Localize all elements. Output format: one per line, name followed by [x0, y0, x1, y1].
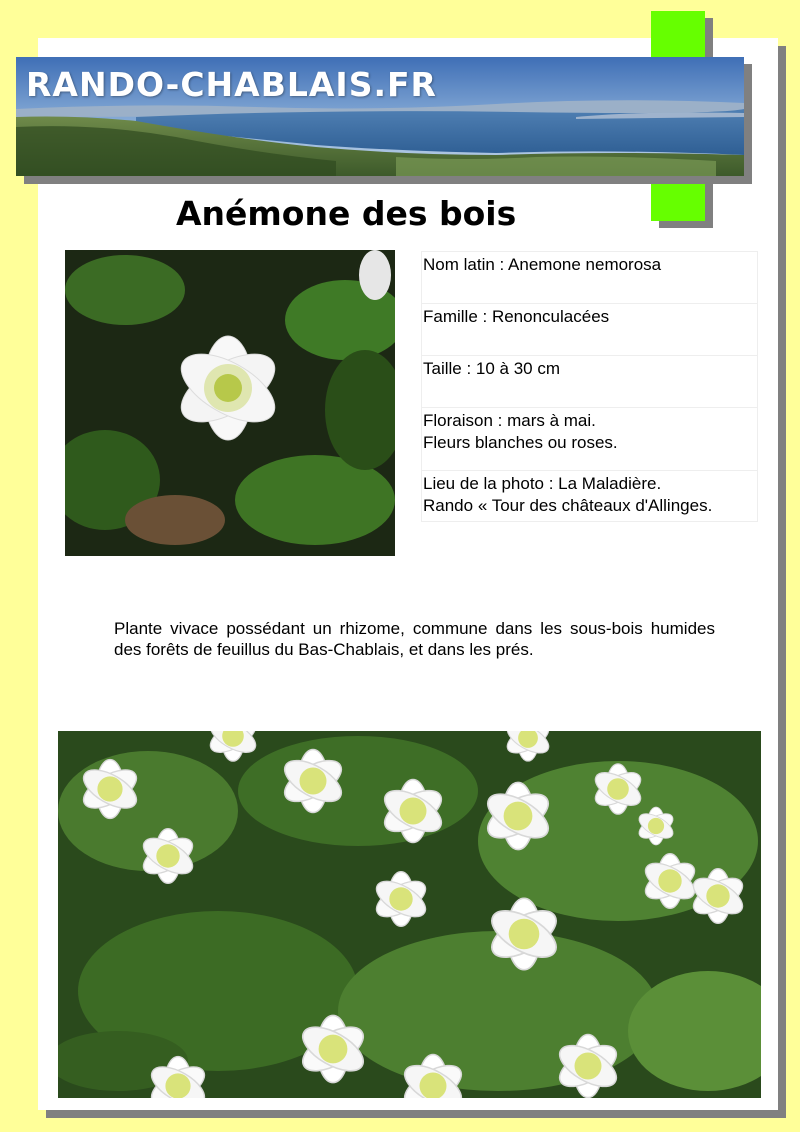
anemone-field-photo — [58, 731, 761, 1098]
plant-size: Taille : 10 à 30 cm — [423, 359, 561, 378]
family-row — [422, 304, 758, 356]
photo-location: Lieu de la photo : La Maladière. — [423, 474, 662, 493]
family: Famille : Renonculacées — [423, 307, 610, 326]
flower-closeup-image — [65, 250, 395, 556]
header-banner — [16, 57, 744, 176]
flowering-row — [422, 408, 758, 471]
plant-description: Plante vivace possédant un rhizome, commune dans les sous-bois humides des forêts de feuillus du Bas-Chablais, et dans les prés. — [114, 619, 715, 659]
location-row — [422, 471, 758, 522]
plant-info-table — [421, 251, 758, 522]
site-name: RANDO-CHABLAIS.FR — [26, 65, 437, 104]
latin-name-row — [422, 252, 758, 304]
accent-tab-top — [651, 11, 705, 57]
flower-field-image — [58, 731, 761, 1098]
hike-name: Rando « Tour des châteaux d'Allinges. — [423, 496, 713, 515]
flowering-period: Floraison : mars à mai. — [423, 411, 596, 430]
size-row — [422, 356, 758, 408]
flower-colors: Fleurs blanches ou roses. — [423, 433, 618, 452]
page-title: Anémone des bois — [176, 194, 517, 233]
latin-name: Nom latin : Anemone nemorosa — [423, 255, 662, 274]
anemone-closeup-photo — [65, 250, 395, 556]
